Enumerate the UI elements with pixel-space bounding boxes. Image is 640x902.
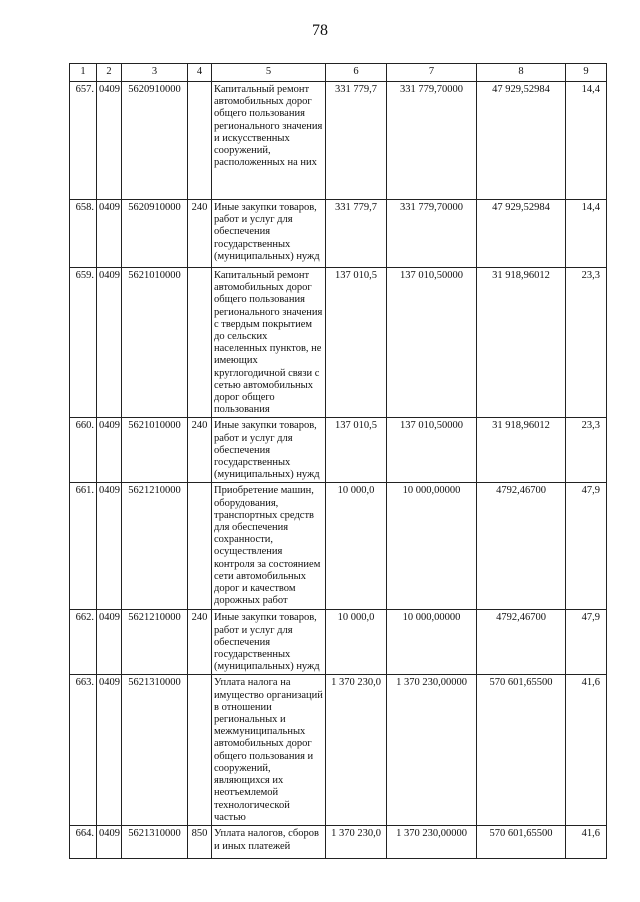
table-row [70,200,607,268]
plan-amount: 137 010,5 [326,418,387,483]
target-code: 5621210000 [122,610,188,675]
item-name: Иные закупки товаров, работ и услуг для обеспечения государственных (муниципальных) нужд [212,200,326,268]
expense-type [188,82,212,200]
execution-percent: 47,9 [566,483,607,610]
plan-amount-detail: 10 000,00000 [387,483,477,610]
section-code: 0409 [97,826,122,859]
plan-amount-detail: 331 779,70000 [387,200,477,268]
header-cell: 7 [387,64,477,82]
row-number: 662. [70,610,97,675]
section-code: 0409 [97,610,122,675]
plan-amount: 1 370 230,0 [326,826,387,859]
item-name: Приобретение машин, оборудования, транспортных средств для обеспечения сохранности, осуществления контроля за состоянием сети автомобильных дорог и качеством дорожных работ [212,483,326,610]
row-number: 660. [70,418,97,483]
executed-amount: 31 918,96012 [477,418,566,483]
execution-percent: 47,9 [566,610,607,675]
execution-percent: 14,4 [566,82,607,200]
page-number: 78 [312,22,328,39]
table-row [70,826,607,859]
table-row [70,483,607,610]
plan-amount-detail: 1 370 230,00000 [387,675,477,826]
header-cell: 8 [477,64,566,82]
expense-type [188,675,212,826]
table-row [70,418,607,483]
row-number: 664. [70,826,97,859]
plan-amount: 331 779,7 [326,200,387,268]
row-number: 658. [70,200,97,268]
execution-percent: 41,6 [566,675,607,826]
row-number: 657. [70,82,97,200]
table-row [70,268,607,418]
target-code: 5621310000 [122,826,188,859]
header-cell: 1 [70,64,97,82]
execution-percent: 41,6 [566,826,607,859]
budget-table [69,63,607,859]
plan-amount-detail: 1 370 230,00000 [387,826,477,859]
row-number: 661. [70,483,97,610]
table-row [70,82,607,200]
expense-type [188,268,212,418]
execution-percent: 14,4 [566,200,607,268]
plan-amount-detail: 10 000,00000 [387,610,477,675]
plan-amount: 10 000,0 [326,610,387,675]
target-code: 5621210000 [122,483,188,610]
item-name: Капитальный ремонт автомобильных дорог общего пользования регионального значения и искусственных сооружений, расположенных на них [212,82,326,200]
target-code: 5620910000 [122,200,188,268]
plan-amount-detail: 331 779,70000 [387,82,477,200]
expense-type: 850 [188,826,212,859]
row-number: 659. [70,268,97,418]
executed-amount: 4792,46700 [477,610,566,675]
header-cell: 4 [188,64,212,82]
executed-amount: 570 601,65500 [477,675,566,826]
expense-type: 240 [188,610,212,675]
section-code: 0409 [97,82,122,200]
header-cell: 9 [566,64,607,82]
header-cell: 3 [122,64,188,82]
table-row [70,610,607,675]
execution-percent: 23,3 [566,418,607,483]
executed-amount: 570 601,65500 [477,826,566,859]
execution-percent: 23,3 [566,268,607,418]
plan-amount-detail: 137 010,50000 [387,418,477,483]
plan-amount: 137 010,5 [326,268,387,418]
expense-type [188,483,212,610]
item-name: Иные закупки товаров, работ и услуг для обеспечения государственных (муниципальных) нужд [212,610,326,675]
section-code: 0409 [97,200,122,268]
target-code: 5621310000 [122,675,188,826]
executed-amount: 47 929,52984 [477,82,566,200]
row-number: 663. [70,675,97,826]
item-name: Иные закупки товаров, работ и услуг для обеспечения государственных (муниципальных) нужд [212,418,326,483]
header-cell: 5 [212,64,326,82]
table-header-row [70,64,607,82]
table-row [70,675,607,826]
header-cell: 6 [326,64,387,82]
section-code: 0409 [97,268,122,418]
target-code: 5621010000 [122,268,188,418]
plan-amount: 1 370 230,0 [326,675,387,826]
section-code: 0409 [97,483,122,610]
target-code: 5620910000 [122,82,188,200]
section-code: 0409 [97,675,122,826]
target-code: 5621010000 [122,418,188,483]
expense-type: 240 [188,200,212,268]
executed-amount: 4792,46700 [477,483,566,610]
item-name: Уплата налогов, сборов и иных платежей [212,826,326,859]
plan-amount-detail: 137 010,50000 [387,268,477,418]
expense-type: 240 [188,418,212,483]
plan-amount: 331 779,7 [326,82,387,200]
item-name: Капитальный ремонт автомобильных дорог общего пользования регионального значения с твердым покрытием до сельских населенных пунктов, не имеющих круглогодичной связи с сетью автомобильных дорог общего пользования [212,268,326,418]
section-code: 0409 [97,418,122,483]
header-cell: 2 [97,64,122,82]
plan-amount: 10 000,0 [326,483,387,610]
item-name: Уплата налога на имущество организаций в отношении региональных и межмуниципальных автомобильных дорог общего пользования и сооружений, являющихся их неотъемлемой технологической частью [212,675,326,826]
executed-amount: 31 918,96012 [477,268,566,418]
executed-amount: 47 929,52984 [477,200,566,268]
